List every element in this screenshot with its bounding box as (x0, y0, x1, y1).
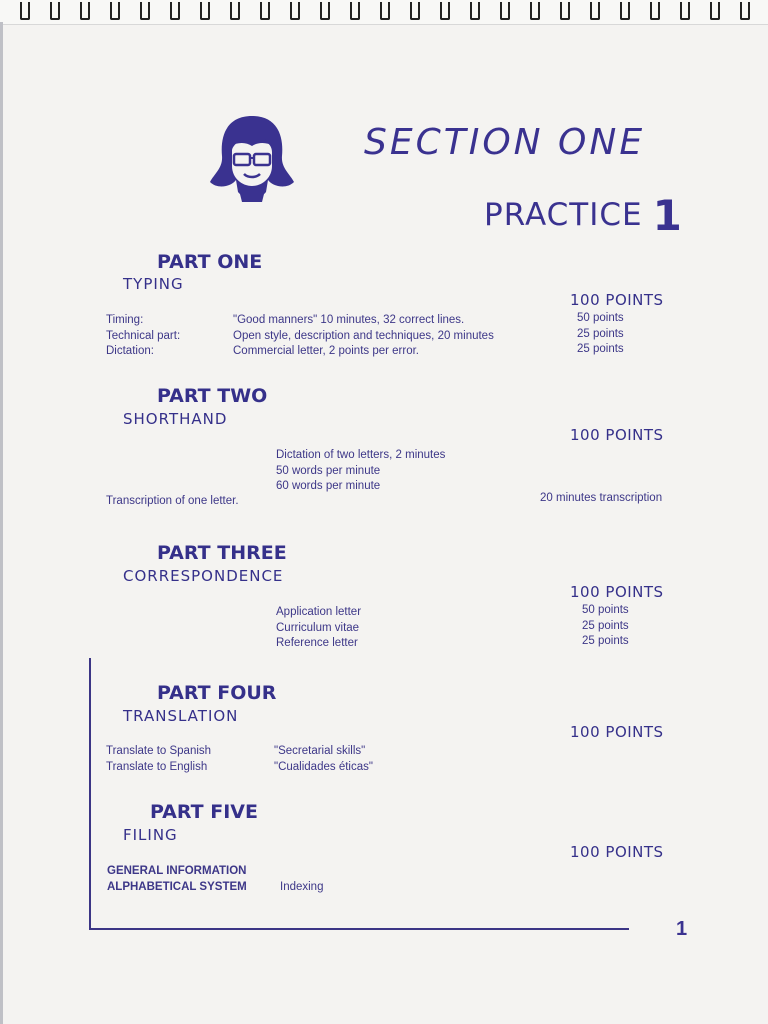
part-three-items (276, 605, 361, 652)
spiral-ring (440, 2, 450, 20)
reference-letter: Reference letter (276, 637, 358, 649)
part-one-subtitle: TYPING (123, 275, 184, 293)
part-four-labels (106, 744, 211, 775)
section-title: SECTION ONE (364, 122, 646, 163)
part-one-item-points (577, 311, 624, 358)
application-letter: Application letter (276, 606, 362, 618)
spiral-ring (530, 2, 540, 20)
technical-points: 25 points (577, 327, 624, 340)
translate-english: Translate to English (106, 760, 208, 773)
translate-spanish: Translate to Spanish (106, 745, 212, 757)
timing-label: Timing: (106, 314, 144, 326)
spiral-ring (170, 2, 180, 20)
technical-desc: Open style, description and techniques, 20 minutes (233, 329, 494, 342)
spiral-ring (470, 2, 480, 20)
spiral-ring (650, 2, 660, 20)
reference-points: 25 points (582, 635, 629, 647)
timing-desc: "Good manners" 10 minutes, 32 correct lines. (233, 314, 465, 326)
spiral-ring (80, 2, 90, 20)
part-five-points: 100 POINTS (570, 843, 664, 861)
part-five-lines (107, 864, 247, 895)
spiral-ring (230, 2, 240, 20)
spiral-ring (260, 2, 270, 20)
spiral-ring (20, 2, 30, 20)
spiral-ring (320, 2, 330, 20)
application-points: 50 points (582, 604, 629, 616)
spiral-ring (110, 2, 120, 20)
part-four-subtitle: TRANSLATION (123, 707, 239, 725)
transcription-time: 20 minutes transcription (540, 492, 663, 504)
spiral-ring (380, 2, 390, 20)
dictation-desc: Commercial letter, 2 points per error. (233, 345, 419, 357)
part-three-item-points (582, 603, 629, 650)
spiral-ring (560, 2, 570, 20)
timing-points: 50 points (577, 312, 624, 324)
part-one-descs (233, 313, 494, 360)
practice-number: 1 (652, 191, 683, 240)
general-information: GENERAL INFORMATION (107, 865, 247, 877)
woman-with-glasses-icon (204, 112, 300, 208)
dictation-line: 60 words per minute (276, 480, 381, 492)
spiral-ring (290, 2, 300, 20)
left-rule (89, 658, 91, 930)
spiral-ring (140, 2, 150, 20)
spiral-ring (620, 2, 630, 20)
spiral-ring (410, 2, 420, 20)
dictation-points: 25 points (577, 343, 624, 355)
curriculum-points: 25 points (582, 619, 629, 632)
part-two-title: PART TWO (157, 385, 268, 407)
curriculum-vitae: Curriculum vitae (276, 621, 360, 634)
spiral-ring (590, 2, 600, 20)
part-one-labels (106, 313, 180, 360)
part-four-texts (274, 744, 373, 775)
spiral-ring (740, 2, 750, 20)
page-edge (0, 22, 3, 1024)
bottom-rule (89, 928, 629, 930)
page-number: 1 (676, 918, 688, 940)
part-five-subtitle: FILING (123, 826, 178, 844)
part-two-points: 100 POINTS (570, 426, 664, 444)
part-five-title: PART FIVE (150, 801, 258, 823)
english-text: "Cualidades éticas" (274, 760, 373, 773)
alphabetical-system: ALPHABETICAL SYSTEM (107, 880, 247, 893)
dictation-line: 50 words per minute (276, 464, 381, 477)
spanish-text: "Secretarial skills" (274, 745, 366, 757)
technical-label: Technical part: (106, 329, 181, 342)
spiral-ring (200, 2, 210, 20)
part-four-title: PART FOUR (157, 682, 277, 704)
spiral-ring (350, 2, 360, 20)
practice-label: PRACTICE (484, 197, 643, 233)
dictation-label: Dictation: (106, 345, 154, 357)
spiral-ring (710, 2, 720, 20)
part-one-title: PART ONE (157, 251, 263, 273)
part-three-subtitle: CORRESPONDENCE (123, 567, 284, 585)
part-four-points: 100 POINTS (570, 723, 664, 741)
spiral-binding (0, 0, 768, 25)
part-two-subtitle: SHORTHAND (123, 410, 228, 428)
spiral-ring (50, 2, 60, 20)
spiral-ring (680, 2, 690, 20)
practice-title (484, 186, 683, 240)
part-one-points: 100 POINTS (570, 291, 664, 309)
spiral-ring (500, 2, 510, 20)
transcription-text: Transcription of one letter. (106, 495, 239, 507)
dictation-line: Dictation of two letters, 2 minutes (276, 449, 446, 461)
part-two-dictation (276, 448, 445, 495)
part-three-points: 100 POINTS (570, 583, 664, 601)
indexing-text: Indexing (280, 881, 324, 893)
part-three-title: PART THREE (157, 542, 287, 564)
